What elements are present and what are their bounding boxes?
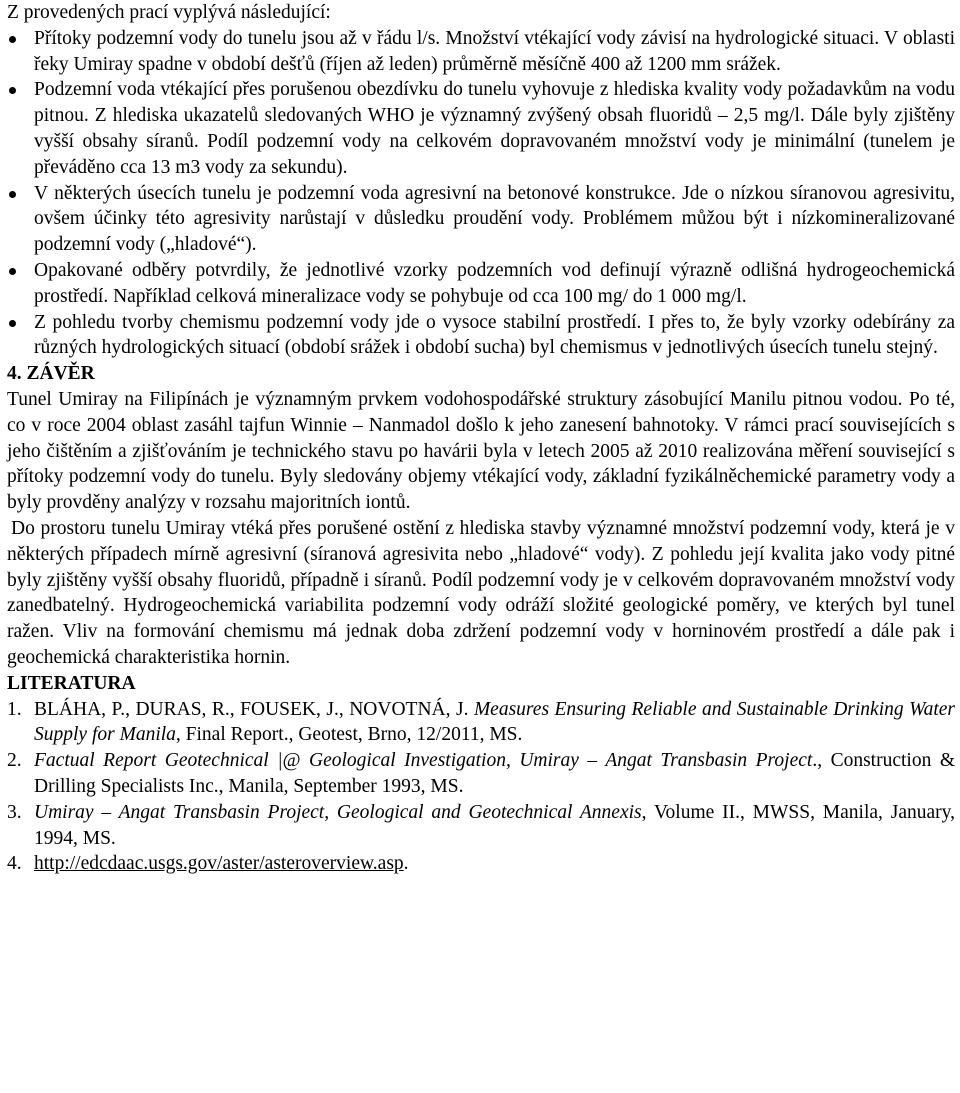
findings-list bbox=[7, 26, 955, 361]
reference-details: , Volume II., MWSS, Manila, January, 1994, MS. bbox=[34, 801, 955, 849]
reference-item bbox=[7, 697, 955, 749]
list-item-text: Podzemní voda vtékající přes porušenou obezdívku do tunelu vyhovuje z hlediska kvality vody požadavkům na vodu pitnou. Z hlediska ukazatelů sledovaných WHO je významný zvýšený obsah fluoridů – 2,5 mg/l. Dále byly zjištěny vyšší obsahy síranů. Podíl podzemní vody na celkovém dopravovaném množství vody je minimální (tunelem je převáděno cca 13 m3 vody za sekundu). bbox=[34, 79, 955, 178]
list-item bbox=[7, 77, 955, 180]
reference-item bbox=[7, 851, 955, 877]
reference-number: 1. bbox=[7, 698, 22, 720]
reference-title: Factual Report Geotechnical |@ Geological Investigation, Umiray – Angat Transbasin Project bbox=[34, 750, 813, 772]
bullet-icon bbox=[9, 191, 16, 198]
literature-heading: LITERATURA bbox=[7, 672, 136, 694]
list-item-text: V některých úsecích tunelu je podzemní voda agresivní na betonové konstrukce. Jde o nízkou síranovou agresivitu, ovšem účinky této agresivity narůstají v důsledku proudění vody. Problémem můžou být i nízkomineralizované podzemní vody („hladové“). bbox=[34, 182, 955, 256]
list-item-text: Opakované odběry potvrdily, že jednotlivé vzorky podzemních vod definují výrazně odlišná hydrogeochemická prostředí. Například celková mineralizace vody se pohybuje od cca 100 mg/ do 1 000 mg/l. bbox=[34, 259, 955, 307]
reference-title: Umiray – Angat Transbasin Project, Geological and Geotechnical Annexis bbox=[34, 801, 642, 823]
bullet-icon bbox=[9, 268, 16, 275]
reference-details: ., Construction & Drilling Specialists Inc., Manila, September 1993, MS. bbox=[34, 750, 955, 797]
reference-item bbox=[7, 748, 955, 800]
reference-link[interactable]: http://edcdaac.usgs.gov/aster/asteroverview.asp bbox=[34, 853, 404, 875]
reference-number: 3. bbox=[7, 801, 22, 823]
reference-number: 4. bbox=[7, 853, 22, 875]
list-item-text: Přítoky podzemní vody do tunelu jsou až v řádu l/s. Množství vtékající vody závisí na hydrologické situaci. V oblasti řeky Umiray spadne v období dešťů (říjen až leden) průměrně měsíčně 400 až 1200 mm srážek. bbox=[34, 27, 955, 75]
conclusion-paragraph-1: Tunel Umiray na Filipínách je významným prvkem vodohospodářské struktury zásobující Manilu pitnou vodou. Po té, co v roce 2004 oblast zasáhl tajfun Winnie – Nanmadol došlo k jeho zanesení bahnotoky. V rámci prací souvisejících s jeho čištěním a zjišťováním je technického stavu po havárii byla v letech 2005 až 2010 realizována měření související s přítoky podzemní vody do tunelu. Byly sledovány objemy vtékající vody, základní fyzikálněchemické parametry vody a byly provděny analýzy v rozsahu majoritních iontů. bbox=[7, 388, 955, 514]
reference-item bbox=[7, 800, 955, 852]
reference-number: 2. bbox=[7, 750, 22, 772]
list-item-text: Z pohledu tvorby chemismu podzemní vody jde o vysoce stabilní prostředí. I přes to, že byly vzorky odebírány za různých hydrologických situací (období srážek i období sucha) byl chemismus v jednotlivých úsecích tunelu stejný. bbox=[34, 311, 955, 359]
reference-details: . bbox=[403, 853, 409, 875]
list-item bbox=[7, 258, 955, 310]
reference-details: , Final Report., Geotest, Brno, 12/2011, MS. bbox=[175, 724, 523, 746]
list-item bbox=[7, 26, 955, 78]
conclusion-paragraph-2: Do prostoru tunelu Umiray vtéká přes porušené ostění z hlediska stavby významné množství podzemní vody, která je v některých případech mírně agresivní (síranová agresivita nebo „hladové“ vody). Z pohledu její kvalita jako vody pitné byly zjištěny vyšší obsahy fluoridů, případně i síranů. Podíl podzemní vody je v celkovém dopravovaném množství vody zanedbatelný. Hydrogeochemická variabilita podzemní vody odráží složité geologické poměry, ve kterých byl tunel ražen. Vliv na formování chemismu má jednak doba zdržení podzemní vody v horninovém prostředí a dále pak i geochemická charakteristika hornin. bbox=[7, 517, 955, 668]
conclusion-heading: 4. ZÁVĚR bbox=[7, 363, 95, 385]
document-page bbox=[7, 0, 955, 877]
bullet-icon bbox=[9, 320, 16, 327]
bullet-icon bbox=[9, 36, 16, 43]
list-item bbox=[7, 181, 955, 258]
reference-title: Measures Ensuring Reliable and Sustainable Drinking Water Supply for Manila bbox=[34, 698, 955, 746]
intro-text: Z provedených prací vyplývá následující: bbox=[7, 2, 331, 23]
list-item bbox=[7, 310, 955, 362]
reference-authors: BLÁHA, P., DURAS, R., FOUSEK, J., NOVOTNÁ, J. bbox=[34, 698, 474, 720]
bullet-icon bbox=[9, 87, 16, 94]
reference-list bbox=[7, 697, 955, 878]
